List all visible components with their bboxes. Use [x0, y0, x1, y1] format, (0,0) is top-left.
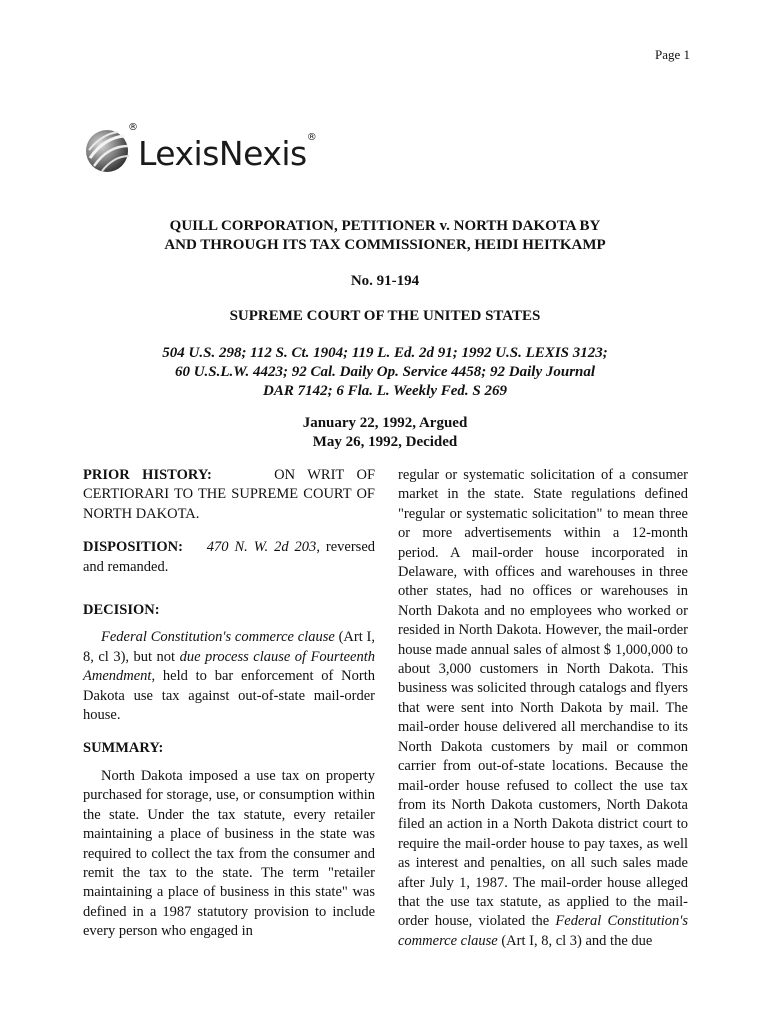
disposition [83, 538, 375, 577]
lexisnexis-logo [84, 122, 317, 174]
summary-text-left: North Dakota imposed a use tax on property purchased for storage, use, or consumption within the state. Under the tax statute, every retailer maintaining a place of business in the state was required to collect the tax from the consumer and remit the tax to the state. The term "retailer maintaining a place of business in this state" was defined in a 1987 statutory provision to include every person who engaged in [83, 767, 375, 940]
summary-text-right: regular or systematic solicitation of a consumer market in the state. State regulations defined "regular or systematic solicitation" to mean three or more advertisements within a 12-month period. A mail-order house incorporated in Delaware, with offices and warehouses in three other states, had no offices or warehouses in North Dakota and no employees who worked or resided in North Dakota. However, the mail-order house made annual sales of almost $ 1,000,000 to about 3,000 customers in North Dakota. This business was solicited through catalogs and flyers that were sent into North Dakota by mail. The mail-order house delivered all merchandise to its North Dakota customers by mail or common carrier from out-of-state locations. Because the mail-order house refused to collect the use tax from its North Dakota customers, North Dakota filed an action in a North Dakota district court to require the mail-order house to pay taxes, as well as interest and penalties, on all such sales made after July 1, 1987. The mail-order house alleged that the use tax statute, as applied to the mail-order house, violated the Federal Constitution's commerce clause (Art I, 8, cl 3) and the due [398, 467, 688, 949]
brand-name: LexisNexis® [138, 131, 317, 173]
page-number: Page 1 [655, 47, 691, 62]
case-citations: 504 U.S. 298; 112 S. Ct. 1904; 119 L. Ed. 2d 91; 1992 U.S. LEXIS 3123; 60 U.S.L.W. 4423; 92 Cal. Daily Op. Service 4458; 92 Daily Journal DAR 7142; 6 Fla. L. Weekly Fed. S 269 [162, 345, 608, 399]
decision-text: Federal Constitution's commerce clause (Art I, 8, cl 3), but not due process clause of Fourteenth Amendment, held to bar enforcement of North Dakota use tax against out-of-state mail-order house. [83, 629, 375, 724]
prior-history-label: PRIOR HISTORY: [83, 467, 212, 483]
right-column [398, 466, 688, 951]
disposition-text: , reversed and remanded. [83, 539, 376, 575]
decision-heading: DECISION: [83, 602, 160, 619]
prior-history [83, 466, 375, 524]
court-name: SUPREME COURT OF THE UNITED STATES [229, 308, 541, 324]
globe-icon [84, 128, 130, 174]
case-title: QUILL CORPORATION, PETITIONER v. NORTH DAKOTA BY AND THROUGH ITS TAX COMMISSIONER, HEIDI HEITKAMP [164, 218, 606, 253]
disposition-label: DISPOSITION: [83, 539, 183, 556]
docket-number: No. 91-194 [350, 273, 420, 289]
case-dates: January 22, 1992, Argued May 26, 1992, Decided [302, 415, 468, 450]
left-column [83, 466, 375, 942]
summary-heading: SUMMARY: [83, 740, 164, 757]
disposition-citation: 470 N. W. 2d 203 [206, 539, 317, 556]
registered-mark: ® [128, 122, 138, 133]
prior-history-text: ON WRIT OF CERTIORARI TO THE SUPREME COURT OF NORTH DAKOTA. [83, 467, 376, 522]
